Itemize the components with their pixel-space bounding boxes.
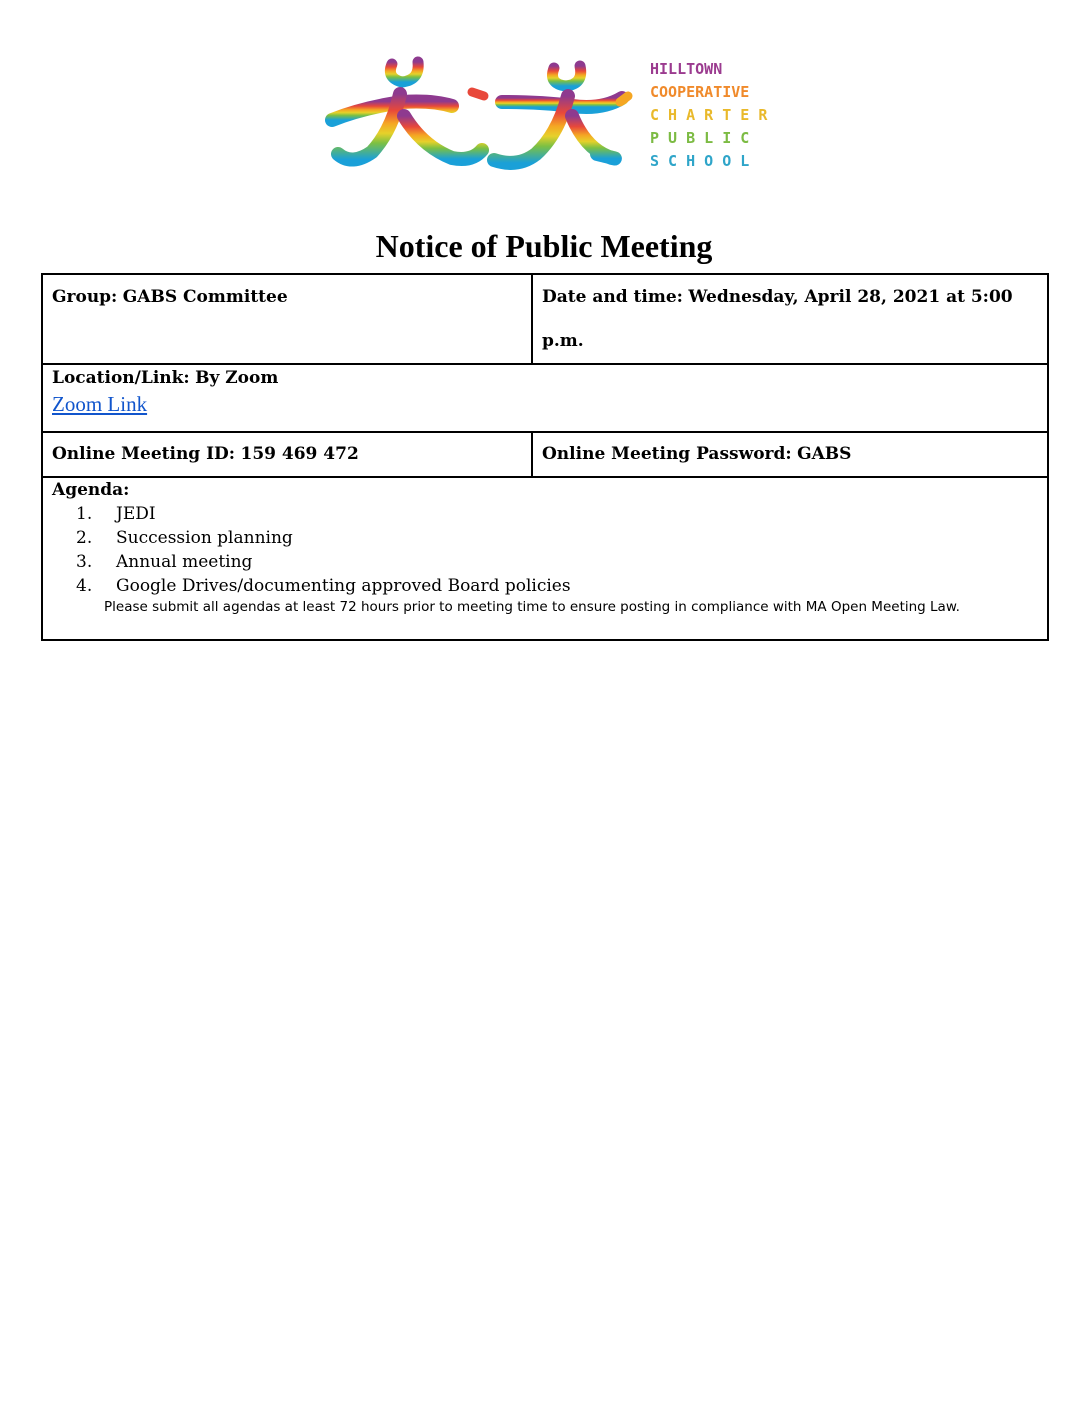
logo-line-5: S C H O O L (650, 152, 750, 170)
school-logo-wordmark (650, 58, 790, 173)
location-cell (42, 364, 1048, 432)
password-label: Online Meeting Password: (542, 444, 792, 464)
group-cell (42, 274, 532, 364)
agenda-item-text: Annual meeting (116, 552, 253, 572)
list-item (76, 502, 1038, 526)
agenda-item-number: 2. (76, 528, 93, 548)
logo-line-2: COOPERATIVE (650, 83, 750, 101)
meeting-id-cell (42, 432, 532, 477)
list-item (76, 550, 1038, 574)
logo-line-3: C H A R T E R (650, 106, 768, 124)
footer-note: Please submit all agendas at least 72 hours prior to meeting time to ensure posting in compliance with MA Open Meeting Law. (104, 599, 960, 615)
list-item (76, 574, 1038, 598)
password-cell (532, 432, 1048, 477)
agenda-item-number: 4. (76, 576, 93, 596)
agenda-item-text: JEDI (116, 504, 156, 524)
datetime-cell (532, 274, 1048, 364)
datetime-label: Date and time: (542, 287, 683, 307)
location-label: Location/Link: (52, 368, 190, 388)
datetime-value: Wednesday, April 28, 2021 at 5:00 p.m. (542, 287, 1013, 351)
agenda-cell (42, 477, 1048, 640)
agenda-item-text: Succession planning (116, 528, 293, 548)
password-value: GABS (797, 444, 852, 464)
location-value: By Zoom (195, 368, 279, 388)
agenda-item-text: Google Drives/documenting approved Board policies (116, 576, 571, 596)
agenda-item-number: 1. (76, 504, 93, 524)
logo-line-1: HILLTOWN (650, 60, 723, 78)
zoom-link[interactable]: Zoom Link (52, 392, 148, 416)
meeting-id-label: Online Meeting ID: (52, 444, 236, 464)
meeting-details-table (41, 273, 1049, 641)
page-title: Notice of Public Meeting (375, 228, 713, 264)
agenda-label: Agenda: (52, 480, 130, 500)
list-item (76, 526, 1038, 550)
agenda-list (52, 502, 1038, 598)
meeting-id-value: 159 469 472 (240, 444, 359, 464)
group-value: GABS Committee (122, 287, 288, 307)
group-label: Group: (52, 287, 118, 307)
logo-line-4: P U B L I C (650, 129, 750, 147)
agenda-item-number: 3. (76, 552, 93, 572)
